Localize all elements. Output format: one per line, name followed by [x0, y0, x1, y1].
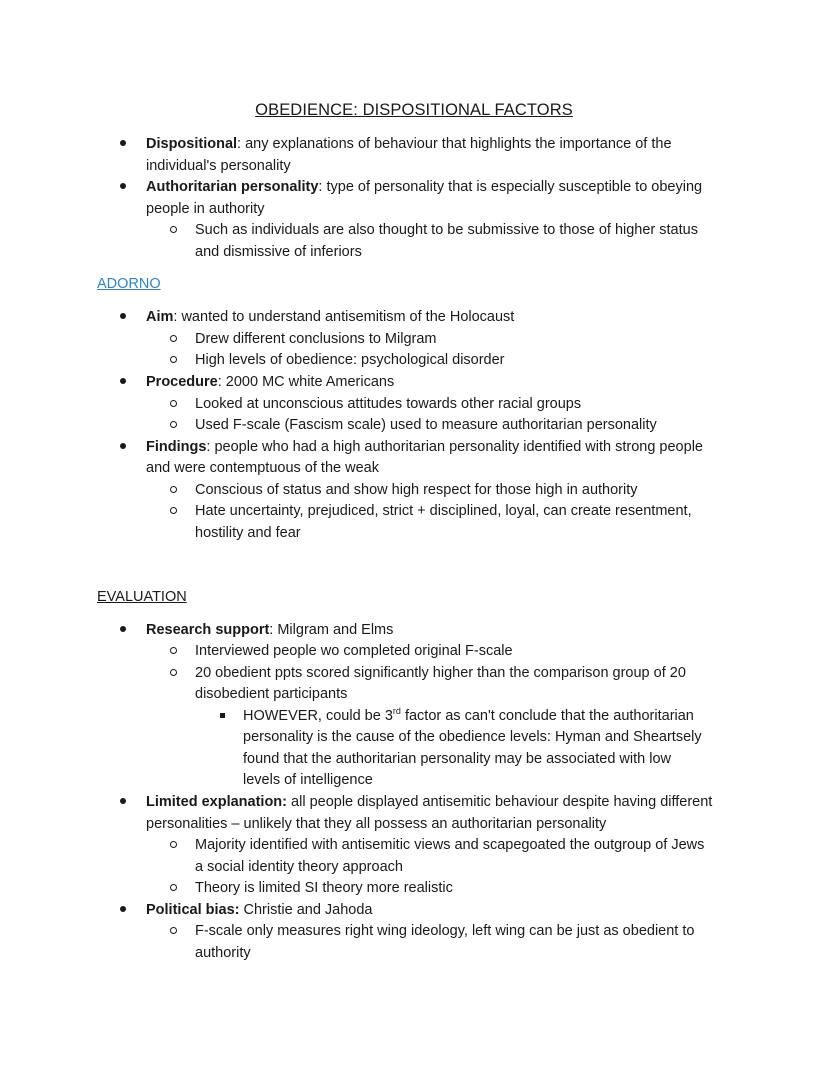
intro-sub-cont: and dismissive of inferiors — [195, 244, 362, 260]
circle-bullet-icon — [170, 220, 177, 242]
circle-bullet-icon — [170, 350, 177, 372]
circle-bullet-icon — [170, 641, 177, 663]
bullet-icon — [120, 792, 126, 814]
eval-political-sub-cont: authority — [195, 945, 251, 961]
circle-bullet-icon — [170, 329, 177, 351]
eval-however-cont: personality is the cause of the obedience levels: Hyman and Sheartsely — [243, 729, 702, 745]
circle-bullet-icon — [170, 835, 177, 857]
eval-however: HOWEVER, could be 3rd factor as can't conclude that the authoritarian — [243, 706, 694, 724]
circle-bullet-icon — [170, 415, 177, 437]
eval-however-cont: levels of intelligence — [243, 772, 373, 788]
bullet-icon — [120, 177, 126, 199]
eval-limited-sub: Theory is limited SI theory more realistic — [195, 880, 453, 896]
adorno-procedure-sub: Looked at unconscious attitudes towards other racial groups — [195, 396, 582, 412]
adorno-heading-link[interactable]: ADORNO — [97, 276, 161, 292]
eval-however-cont: found that the authoritarian personality may be associated with low — [243, 751, 671, 767]
intro-authoritarian: Authoritarian personality: type of personality that is especially susceptible to obeying — [146, 179, 703, 195]
square-bullet-icon — [220, 706, 225, 728]
adorno-findings-sub-cont: hostility and fear — [195, 525, 301, 541]
adorno-findings-cont: and were contemptuous of the weak — [146, 460, 379, 476]
adorno-aim: Aim: wanted to understand antisemitism of the Holocaust — [146, 309, 515, 325]
eval-research-sub: Interviewed people wo completed original F-scale — [195, 643, 513, 659]
bullet-icon — [120, 437, 126, 459]
circle-bullet-icon — [170, 480, 177, 502]
bullet-icon — [120, 900, 126, 922]
adorno-procedure-sub: Used F-scale (Fascism scale) used to measure authoritarian personality — [195, 417, 657, 433]
eval-limited-cont: personalities – unlikely that they all possess an authoritarian personality — [146, 816, 607, 832]
eval-limited-sub: Majority identified with antisemitic views and scapegoated the outgroup of Jews — [195, 837, 705, 853]
bullet-icon — [120, 134, 126, 156]
adorno-procedure: Procedure: 2000 MC white Americans — [146, 374, 395, 390]
bullet-icon — [120, 620, 126, 642]
eval-political-sub: F-scale only measures right wing ideology, left wing can be just as obedient to — [195, 923, 695, 939]
circle-bullet-icon — [170, 921, 177, 943]
bullet-icon — [120, 307, 126, 329]
circle-bullet-icon — [170, 663, 177, 685]
eval-limited-explanation: Limited explanation: all people displayed antisemitic behaviour despite having different — [146, 794, 713, 810]
bullet-icon — [120, 372, 126, 394]
adorno-findings-sub: Hate uncertainty, prejudiced, strict + disciplined, loyal, can create resentment, — [195, 503, 692, 519]
circle-bullet-icon — [170, 394, 177, 416]
intro-authoritarian-cont: people in authority — [146, 201, 265, 217]
eval-research-sub: 20 obedient ppts scored significantly higher than the comparison group of 20 — [195, 665, 686, 681]
adorno-findings-sub: Conscious of status and show high respect for those high in authority — [195, 482, 638, 498]
page-title: OBEDIENCE: DISPOSITIONAL FACTORS — [255, 101, 573, 119]
eval-research-support: Research support: Milgram and Elms — [146, 622, 394, 638]
evaluation-heading: EVALUATION — [97, 589, 187, 605]
eval-limited-sub-cont: a social identity theory approach — [195, 859, 403, 875]
eval-research-sub-cont: disobedient participants — [195, 686, 348, 702]
adorno-aim-sub: Drew different conclusions to Milgram — [195, 331, 437, 347]
intro-dispositional-cont: individual's personality — [146, 158, 291, 174]
intro-dispositional: Dispositional: any explanations of behaviour that highlights the importance of the — [146, 136, 672, 152]
circle-bullet-icon — [170, 501, 177, 523]
adorno-findings: Findings: people who had a high authoritarian personality identified with strong people — [146, 439, 703, 455]
eval-political-bias: Political bias: Christie and Jahoda — [146, 902, 373, 918]
adorno-aim-sub: High levels of obedience: psychological disorder — [195, 352, 505, 368]
intro-sub: Such as individuals are also thought to be submissive to those of higher status — [195, 222, 698, 238]
circle-bullet-icon — [170, 878, 177, 900]
